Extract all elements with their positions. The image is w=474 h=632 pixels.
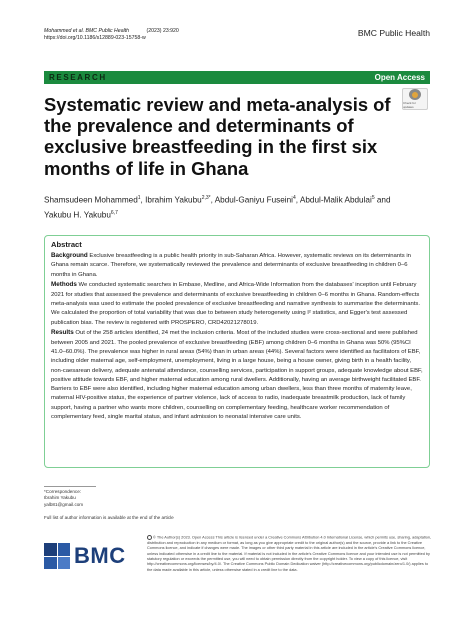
license-text: © The Author(s) 2023. Open Access This article is licensed under a Creative Commons Attribution 4.0 International License, which permits use, sharing, adaptation, distribution and reproduction in any medium or format, as long as you give appropriate credit to the original author(s) and the source, provide a link to the Creative Commons licence, and indicate if changes were made. The images or other third party material in this article are included in the article's Creative Commons licence, unless indicated otherwise in a credit line to the material. If material is not included in the article's Creative Commons licence and your intended use is not permitted by statutory regulation or exceeds the permitted use, you will need to obtain permission directly from the copyright holder. To view a copy of this licence, visit http://creativecommons.org/licenses/by/4.0/. The Creative Commons Public Domain Dedication waiver (http://creativecommons.org/publicdomain/zero/1.0/) applies to the data made available in this article, unless otherwise stated in a credit line to the data. xyxy=(147,535,432,572)
article-type-banner xyxy=(44,71,430,84)
author-name[interactable]: Yakubu H. Yakubu xyxy=(44,210,111,220)
abstract-heading: Abstract xyxy=(51,240,82,249)
author-list: Shamsudeen Mohammed$^1$, Ibrahim Yakubu$^{2,3*}$, Abdul-Ganiyu Fuseini$^4$, Abdul-Malik Abdulai$^5$ and Yakubu H. Yakubu$^{6,7}$ xyxy=(44,195,391,220)
running-header xyxy=(44,28,183,42)
author-affiliation-marker: 5 xyxy=(371,195,375,201)
author-affiliation-marker: 6,7 xyxy=(110,210,118,217)
abstract-methods: Methods We conducted systematic searches in Embase, Medline, and Africa-Wide Information from the databases' inception until February 2021 for studies that assessed the prevalence and determinants of exclusive breastfeeding in children 0–6 months in Ghana. Random-effects meta-analysis was used to estimate the pooled prevalence of exclusive breastfeeding and narrative synthesis to summarise the determinants. We calculated the proportion of total variability that was due to between study heterogeneity using I² statistics, and Egger's test assessed publication bias. The review is registered with PROSPERO, CRD42021278019. xyxy=(51,281,421,326)
open-access-label: Open Access xyxy=(374,73,425,82)
doi-link[interactable]: https://doi.org/10.1186/s12889-023-15758-w xyxy=(44,35,146,41)
section-label: RESEARCH xyxy=(49,73,107,82)
abstract-box xyxy=(44,235,430,468)
author-name[interactable]: Abdul-Ganiyu Fuseini xyxy=(214,195,293,205)
author-affiliation-marker: 2,3* xyxy=(201,195,211,201)
crossmark-label: Check for updates xyxy=(403,101,416,109)
crossmark-disc xyxy=(409,89,421,100)
correspondence-label: *Correspondence: xyxy=(44,489,82,494)
author-name[interactable]: Shamsudeen Mohammed xyxy=(44,195,138,205)
author-name[interactable]: Abdul-Malik Abdulai xyxy=(299,195,372,205)
article-title: Systematic review and meta-analysis of the prevalence and determinants of exclusive breastfeeding in the first six months of life in Ghana xyxy=(44,94,391,179)
bmc-logo-icon xyxy=(44,543,70,569)
header-year: (2023) 23:920 xyxy=(146,28,179,34)
footnote-divider xyxy=(44,486,96,487)
abstract-results: Results Out of the 258 articles identified, 24 met the inclusion criteria. Most of the included studies were cross-sectional and were published between 2005 and 2021. The pooled prevalence of exclusive breastfeeding (EBF) among children 0–6 months in Ghana was 50% (95%CI 41.0–60.0%). The prevalence was higher in rural areas (54%) than in urban areas (44%). Several factors were identified as facilitators of EBF, including older maternal age, self-employment, unemployment, living in a large house, being a house owner, giving birth in a health facility, non-caesarean delivery, adequate antenatal attendance, counselling services, participation in support groups, adequate knowledge about EBF, positive attitude towards EBF, and higher maternal education among rural dwellers. Additionally, having an average birthweight facilitated EBF. Barriers to EBF were also identified, including higher maternal education among urban dwellers, less than three months of maternity leave, maternal HIV-positive status, the experience of partner violence, lack of access to radio, inadequate breastmilk production, lack of family support, having a partner who wants more children, counselling on complementary feeding, healthcare worker recommendation of complementary feed, single marital status, and infant admission to neonatal intensive care units. xyxy=(51,329,423,421)
bmc-logo xyxy=(44,543,126,569)
abstract-background: Background Exclusive breastfeeding is a public health priority in sub-Saharan Africa. However, systematic reviews on its determinants in Ghana remain scarce. Therefore, we systematically reviewed the prevalence and determinants of exclusive breastfeeding in children 0–6 months in Ghana. xyxy=(51,252,411,278)
author-affiliation-marker: 4 xyxy=(293,195,296,201)
correspondence-email[interactable]: yalb81@gmail.com xyxy=(44,501,84,507)
correspondence-name: Ibrahim Yakubu xyxy=(44,495,76,501)
header-authors: Mohammed et al. BMC Public Health xyxy=(44,28,130,34)
crossmark-icon[interactable] xyxy=(402,88,428,110)
author-name[interactable]: Ibrahim Yakubu xyxy=(145,195,202,205)
author-info-note: Full list of author information is available at the end of the article xyxy=(44,515,174,520)
journal-name: BMC Public Health xyxy=(357,28,430,38)
bmc-logo-text: BMC xyxy=(74,543,126,568)
author-affiliation-marker: 1 xyxy=(137,195,141,201)
correspondence xyxy=(44,489,83,508)
creative-commons-icon xyxy=(147,535,152,540)
